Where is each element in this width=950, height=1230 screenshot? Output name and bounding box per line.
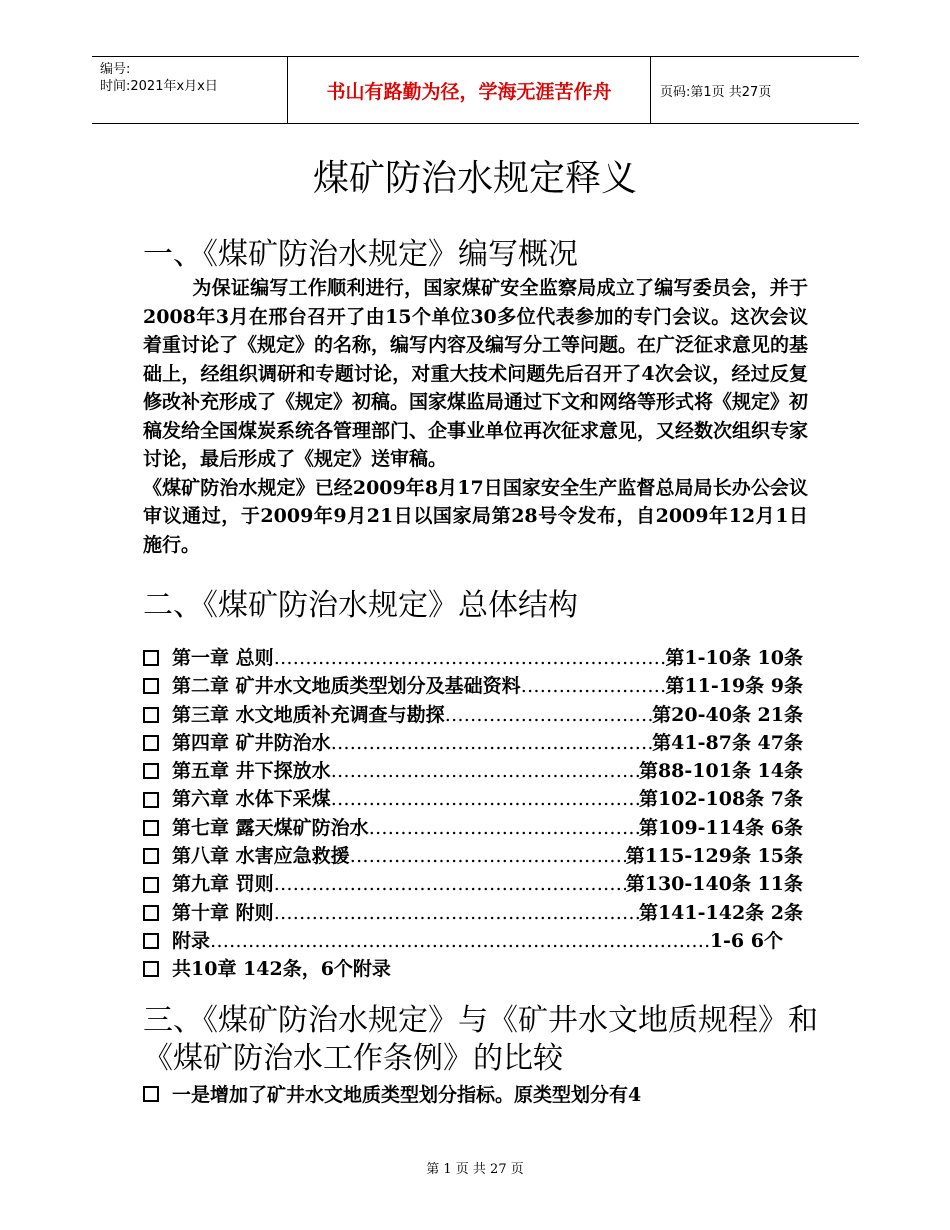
checkbox-square-icon [143,735,159,751]
chapter-range: 第102-108条 7条 [638,788,803,811]
chapter-list [143,644,803,984]
header-motto: 书山有路勤为径，学海无涯苦作舟 [287,57,651,123]
paragraph: 《煤矿防治水规定》已经2009年8月17日国家安全生产监督总局局长办公会议审议通过，于2009年9月21日以国家局第28号令发布，自2009年12月1日施行。 [143,476,808,556]
chapter-range: 第11-19条 9条 [665,675,803,698]
chapter-name: 第七章 露天煤矿防治水 [172,816,369,839]
chapter-name: 第二章 矿井水文地质类型划分及基础资料 [172,675,521,698]
document-title: 煤矿防治水规定释义 [312,158,637,199]
dot-leader [274,870,626,898]
header-left-cell [92,57,287,123]
section-1-body [143,274,808,559]
dot-leader [210,927,710,955]
dot-leader [274,644,666,672]
list-item [143,644,803,672]
dot-leader [350,842,626,870]
chapter-name: 附录 [172,929,211,952]
page-footer: 第 1 页 共 27 页 [426,1162,524,1177]
chapter-summary: 共10章 142条，6个附录 [172,958,391,981]
list-item [143,701,803,729]
time-label: 时间:2021年x月x日 [100,79,218,94]
checkbox-square-icon [143,650,159,666]
chapter-range: 1-6 6个 [709,929,783,952]
list-item [143,955,803,983]
chapter-name: 第五章 井下探放水 [172,760,331,783]
chapter-range: 第141-142条 2条 [638,901,803,924]
checkbox-square-icon [143,961,159,977]
list-item [143,899,803,927]
checkbox-square-icon [143,792,159,808]
list-item [143,785,803,813]
chapter-name: 第十章 附则 [172,901,274,924]
chapter-range: 第115-129条 15条 [625,845,803,868]
section-2-heading: 二、《煤矿防治水规定》总体结构 [143,588,578,623]
list-item [143,672,803,700]
chapter-range: 第109-114条 6条 [638,816,803,839]
header-table [92,56,859,124]
chapter-name: 第三章 水文地质补充调查与勘探 [172,703,445,726]
header-page-info: 页码:第1页 共27页 [660,84,772,100]
list-item [143,1080,641,1107]
dot-leader [331,729,653,757]
checkbox-square-icon [143,1086,159,1102]
checkbox-square-icon [143,763,159,779]
list-item [143,814,803,842]
dot-leader [445,701,653,729]
paragraph: 为保证编写工作顺利进行，国家煤矿安全监察局成立了编写委员会，并于2008年3月在邢台召开了由15个单位30多位代表参加的专门会议。这次会议着重讨论了《规定》的名称，编写内容及编写分工等问题。在广泛征求意见的基础上，经组织调研和专题讨论，对重大技术问题先后召开了4次会议，经过反复修改补充形成了《规定》初稿。国家煤监局通过下文和网络等形式将《规定》初稿发给全国煤炭系统各管理部门、企事业单位再次征求意见，又经数次组织专家讨论，最后形成了《规定》送审稿。 [143,277,809,470]
list-item [143,870,803,898]
chapter-range: 第130-140条 11条 [625,873,803,896]
checkbox-square-icon [143,905,159,921]
chapter-range: 第88-101条 14条 [638,760,803,783]
chapter-name: 第四章 矿井防治水 [172,731,331,754]
checkbox-square-icon [143,933,159,949]
chapter-name: 第九章 罚则 [172,873,274,896]
section-1-heading: 一、《煤矿防治水规定》编写概况 [143,237,578,272]
chapter-range: 第20-40条 21条 [652,703,803,726]
dot-leader [331,785,639,813]
section-3-heading: 三、《煤矿防治水规定》与《矿井水文地质规程》和《煤矿防治水工作条例》的比较 [143,1003,818,1076]
list-item [143,757,803,785]
checkbox-square-icon [143,678,159,694]
dot-leader [521,672,666,700]
checkbox-square-icon [143,707,159,723]
chapter-name: 第一章 总则 [172,647,274,669]
list-item [143,729,803,757]
chapter-name: 第八章 水害应急救援 [172,845,350,868]
list-item [143,842,803,870]
chapter-range: 第1-10条 10条 [665,647,803,669]
dot-leader [331,757,639,785]
checkbox-square-icon [143,848,159,864]
number-label: 编号: [100,62,131,77]
first-point-text: 一是增加了矿井水文地质类型划分指标。原类型划分有4 [172,1084,642,1106]
chapter-range: 第41-87条 47条 [652,731,803,754]
list-item [143,927,783,955]
checkbox-square-icon [143,877,159,893]
dot-leader [369,814,639,842]
dot-leader [274,899,639,927]
checkbox-square-icon [143,820,159,836]
chapter-name: 第六章 水体下采煤 [172,788,331,811]
